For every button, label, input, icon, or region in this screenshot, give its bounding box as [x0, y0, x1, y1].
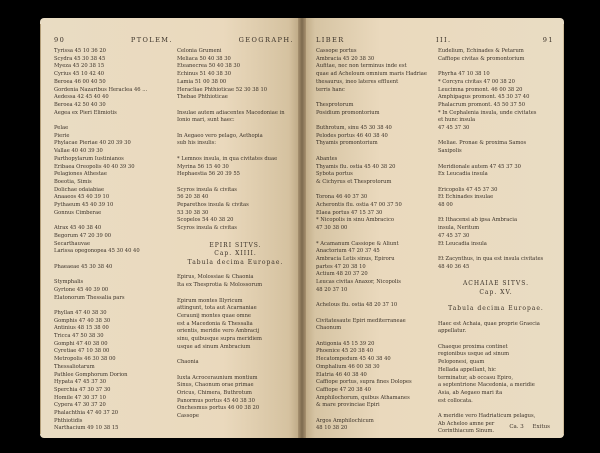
text-line: Phalacrum promont. 45 50 37 50: [438, 101, 526, 108]
left-page: [40, 18, 302, 438]
text-line: Secarthauvae: [54, 240, 91, 247]
text-line: Narthacium 49 10 38 15: [54, 425, 119, 432]
left-page-number: 90: [54, 36, 66, 44]
text-line: EPIRI SITVS.: [209, 241, 262, 249]
text-line: quae ad Acheloum omnium maris Hadriae: [316, 71, 427, 78]
text-line: Meliae. Pronae & proxima Samos: [438, 140, 527, 147]
text-line: ACHAIAE SITVS.: [462, 280, 530, 288]
text-line: Aufitae, nec non terminus inde est: [316, 63, 407, 70]
left-head-right: GEOGRAPH.: [238, 36, 294, 44]
text-line: Corinthiacum Sinum.: [438, 428, 495, 435]
text-line: Pelae: [54, 125, 69, 132]
text-line: Torona 46 40 37 30: [316, 194, 368, 201]
text-line: 48 00: [438, 202, 453, 209]
text-line: Onchesmus portus 46 00 38 20: [177, 405, 260, 412]
text-line: sub his insulis:: [177, 140, 217, 147]
text-line: [438, 133, 554, 141]
text-line: Tyrissa 45 10 36 20: [54, 48, 106, 54]
right-page-edge: [563, 24, 564, 434]
text-line: Cypera 47 30 37 20: [54, 402, 106, 409]
text-line: Hypata 47 45 37 30: [54, 379, 107, 386]
text-line: Larissa opegonopea 45 30 40 40: [54, 248, 140, 255]
text-line: Chaeque proxima continet: [438, 343, 508, 350]
right-columns: [316, 48, 554, 436]
text-line: thesaurus, ineo lateres effluent: [316, 78, 399, 85]
text-line: Acherontis flu. ostia 47 00 37 50: [316, 202, 402, 209]
text-line: Anaaeos 45 40 39 10: [54, 194, 110, 201]
text-line: [438, 156, 554, 164]
text-line: [316, 148, 432, 156]
text-line: [316, 295, 432, 303]
text-line: Saxipolis: [438, 148, 462, 155]
text-line: Iuxta Acroceraunium montium: [177, 374, 258, 381]
text-line: [54, 256, 171, 264]
text-line: Ita ex Thesprotia & Molossorum: [177, 282, 263, 289]
text-line: Gyrtone 45 40 39 00: [54, 286, 109, 293]
text-line: Scopelos 54 40 38 20: [177, 217, 234, 224]
text-line: Antigonia 45 15 39 20: [316, 340, 375, 347]
text-line: * Corcyra civitas 47 00 38 20: [438, 78, 515, 85]
text-line: 47 45 37 30: [438, 125, 470, 132]
text-line: [316, 410, 432, 418]
text-line: Tricca 47 50 38 30: [54, 333, 104, 340]
text-line: [438, 248, 554, 256]
text-line: Boeotia, Simis: [54, 178, 92, 185]
text-line: [177, 179, 294, 187]
text-line: Thessaliotarum: [54, 363, 95, 370]
text-line: Hellada appellant, hic: [438, 366, 496, 373]
text-line: Homile 47 30 37 10: [54, 394, 106, 401]
text-line: Thyamis flu. ostia 45 40 38 20: [316, 163, 396, 170]
text-line: Civitatesaute Epiri mediterraneae: [316, 317, 406, 324]
text-line: [316, 117, 432, 125]
text-line: Abantes: [316, 155, 338, 162]
text-line: sinu, quibusque supra meridiem: [177, 336, 262, 343]
left-head-left: PTOLEM.: [130, 36, 173, 44]
right-head-right: III.: [435, 36, 452, 44]
text-line: Elatria 46 40 38 40: [316, 371, 367, 378]
text-line: Posidium promontorium: [316, 109, 380, 116]
text-line: Et Echinades insulae: [438, 194, 494, 201]
text-line: 47 45 37 30: [438, 232, 470, 239]
text-line: terminatur, ab occasu Epiro,: [438, 374, 514, 381]
text-line: Ericopolis 47 45 37 30: [438, 186, 498, 193]
text-line: [54, 271, 171, 279]
left-column-1: [54, 48, 171, 433]
text-line: Ambracia Letis sinus, Epiroru: [316, 255, 395, 262]
text-line: Argos Amphilochicum: [316, 417, 374, 424]
text-line: Eteanecrea 50 40 38 30: [177, 63, 240, 70]
text-line: Cyretiae 47 10 38 00: [54, 348, 110, 355]
text-line: Phyrha 47 10 38 10: [438, 71, 490, 78]
text-line: & mare provinciae Epiri: [316, 402, 380, 409]
text-line: Cap. XIIII.: [214, 250, 257, 258]
text-line: Pathlee Gomphorum Dorion: [54, 371, 128, 378]
text-line: Haec est Achaia, quae proprie Graecia: [438, 320, 540, 327]
text-line: Phyllan 47 40 38 30: [54, 309, 107, 316]
text-line: [177, 267, 294, 275]
text-line: Actium 48 20 37 20: [316, 271, 368, 278]
text-line: Gonnus Cimberae: [54, 209, 102, 216]
text-line: a septentrione Macedonia, a meridie: [438, 382, 535, 389]
text-line: partes 47 20 38 10: [316, 263, 366, 270]
text-line: Chaonia: [177, 359, 199, 366]
text-line: * In Cephalenia insula, unde civitates: [438, 109, 537, 116]
left-running-head: [54, 36, 294, 44]
text-line: [438, 313, 554, 321]
text-line: Gordenia Nazaribus Heraclea 46 ...: [54, 86, 148, 93]
footer-catchword: Exitus: [532, 424, 550, 430]
text-line: est a Macedonia & Thessalia: [177, 320, 253, 327]
text-line: Peloponesi, quam: [438, 359, 485, 366]
text-line: [316, 233, 432, 241]
text-line: Thesprotorum: [316, 101, 354, 108]
text-line: & Cichyrus et Thesprotorum: [316, 178, 392, 185]
text-line: Stymphalis: [54, 279, 84, 286]
text-line: Anactorium 47 20 37 45: [316, 248, 380, 255]
text-line: [177, 102, 294, 110]
text-line: Leucimna promont. 46 00 38 20: [438, 86, 523, 93]
text-line: Cap. XV.: [479, 288, 513, 296]
text-line: Amphipagus promont. 45 30 37 40: [438, 94, 530, 101]
text-line: Aegea ex Pieri Elimiotis: [54, 109, 117, 116]
text-line: Sybota portus: [316, 171, 353, 178]
text-line: [54, 117, 171, 125]
text-line: Epirus, Molossiae & Chaonia: [177, 274, 254, 281]
text-line: Eribaea Oreopolis 40 40 39 30: [54, 163, 135, 170]
text-line: Beroea 46 00 40 50: [54, 78, 106, 85]
text-line: Elaea portus 47 15 37 30: [316, 209, 383, 216]
text-line: Scyros insula & civitas: [177, 225, 237, 232]
text-line: Dolichae odaiabiae: [54, 186, 105, 193]
text-line: * Lemnos insula, in qua civitates duae: [177, 155, 278, 162]
text-line: Thebae Phthioticae: [177, 94, 228, 101]
text-line: Chaonum: [316, 325, 342, 332]
text-line: Caffiope civitas & promontorium: [438, 55, 525, 62]
text-line: [438, 336, 554, 344]
text-line: Beroea 42 50 40 30: [54, 101, 106, 108]
text-line: Sinus, Chaonum orae primae: [177, 382, 254, 389]
left-column-2: [177, 48, 294, 433]
text-line: [177, 148, 294, 156]
text-line: Pelodes portus 46 40 38 40: [316, 132, 388, 139]
text-line: [438, 297, 554, 305]
text-line: Et Ithacensi ab ipsa Ambracia: [438, 217, 518, 224]
text-line: Sperchia 47 30 37 30: [54, 386, 111, 393]
text-line: Ionio mari, sunt haec:: [177, 117, 235, 124]
text-line: Pythaeum 45 40 39 10: [54, 202, 114, 209]
text-line: [54, 302, 171, 310]
text-line: Oricus, Chimera, Buthrotum: [177, 389, 252, 396]
right-head-left: LIBER: [316, 36, 345, 44]
text-line: [438, 271, 554, 279]
text-line: [177, 290, 294, 298]
text-line: [438, 405, 554, 413]
left-columns: [54, 48, 294, 433]
text-line: [177, 367, 294, 375]
text-line: Gomphis 47 40 38 30: [54, 317, 111, 324]
text-line: [177, 125, 294, 133]
text-line: Phoenice 45 20 38 40: [316, 348, 373, 355]
text-line: [177, 351, 294, 359]
text-line: Hephaestia 56 20 39 55: [177, 171, 240, 178]
text-line: Aedessa 42 45 40 40: [54, 94, 109, 101]
text-line: Celonia Grumeni: [177, 48, 222, 54]
text-line: Et Zacynthus, in qua est insula civitates: [438, 255, 544, 262]
text-line: Cassope: [177, 413, 199, 420]
right-column-2: [438, 48, 554, 436]
text-line: Amphilochorum, quibus Athamanes: [316, 394, 410, 401]
text-line: [177, 233, 294, 241]
text-line: Echinus 51 40 38 30: [177, 71, 232, 78]
text-line: Achelous flu. ostia 48 20 37 10: [316, 302, 398, 309]
text-line: Ex Leucadia insula: [438, 171, 488, 178]
text-line: Pierie: [54, 132, 70, 139]
text-line: Scyros insula & civitas: [177, 186, 237, 193]
text-line: [438, 63, 554, 71]
text-line: Peparethos insula & civitas: [177, 202, 249, 209]
text-line: Myeza 45 20 38 15: [54, 63, 105, 70]
text-line: Phalachthia 47 40 37 20: [54, 410, 119, 417]
text-line: Thyamis promontorium: [316, 140, 378, 147]
text-line: Tabula decima Europae.: [187, 258, 284, 266]
book-gutter: [298, 18, 306, 438]
text-line: regionibus usque ad sinum: [438, 351, 509, 358]
text-line: attingunt, tota aut Acarnaniae: [177, 305, 257, 312]
text-line: usque ad sinum Ambracium: [177, 343, 251, 350]
right-column-1: [316, 48, 432, 436]
text-line: Atrax 45 40 38 40: [54, 225, 102, 232]
text-line: Panormus portus 45 40 38 30: [177, 397, 255, 404]
text-line: 48 40 36 45: [438, 263, 470, 270]
text-line: Hecatompedum 45 40 38 40: [316, 356, 391, 363]
text-line: Phaeaeae 45 30 38 40: [54, 263, 113, 270]
text-line: est collocata.: [438, 397, 473, 404]
text-line: Cyrius 45 10 42 40: [54, 71, 105, 78]
text-line: 53 30 38 30: [177, 209, 209, 216]
text-line: Pelagiones Athestae: [54, 171, 107, 178]
text-line: [54, 217, 171, 225]
open-book: [40, 18, 564, 438]
text-line: terris hanc: [316, 86, 345, 93]
text-line: Vallae 40 40 39 30: [54, 148, 103, 155]
text-line: insula, Neritum: [438, 225, 480, 232]
text-line: Scydra 45 30 38 45: [54, 55, 106, 62]
text-line: [438, 210, 554, 218]
text-line: Tabula decima Europae.: [448, 305, 544, 313]
text-line: Meridionale autem 47 45 37 30: [438, 163, 521, 170]
text-line: Antinius 48 15 38 00: [54, 325, 109, 332]
text-line: 48 20 37 10: [316, 286, 348, 293]
footer-signature: Ca. 3: [509, 424, 524, 430]
text-line: orientis, meridie vero Ambracij: [177, 328, 260, 335]
text-line: appellatur.: [438, 328, 467, 335]
right-page: [302, 18, 564, 438]
text-line: [438, 179, 554, 187]
text-line: Phthiotidis: [54, 417, 83, 424]
right-footer: [509, 424, 550, 430]
text-line: Caffiope 47 20 38 40: [316, 386, 371, 393]
text-line: Et Leucadia insula: [438, 240, 487, 247]
text-line: Elatonorum Thessalia pars: [54, 294, 125, 301]
text-line: Metropolis 46 30 38 00: [54, 356, 116, 363]
text-line: Lamia 51 00 38 00: [177, 78, 227, 85]
text-line: 48 10 38 20: [316, 425, 348, 432]
text-line: Leucas civitas Anaxor, Nicopolis: [316, 279, 401, 286]
text-line: In Aegaeo vero pelago, Aethopia: [177, 132, 263, 139]
text-line: A meridie vero Hadriaticum pelagus,: [438, 413, 536, 420]
text-line: Omphalium 46 00 38 30: [316, 363, 380, 370]
left-page-edge: [40, 24, 41, 434]
text-line: Meliaca 50 40 38 30: [177, 55, 231, 62]
text-line: Ambracia 45 20 38 30: [316, 55, 375, 62]
text-line: Phylacae Pieriae 40 20 39 30: [54, 140, 131, 147]
text-line: 47 30 38 00: [316, 225, 348, 232]
text-line: * Nicopolis in sinu Ambracico: [316, 217, 394, 224]
text-line: 56 20 38 40: [177, 194, 209, 201]
text-line: Insulae autem adiacentes Macedoniae in: [177, 109, 285, 116]
text-line: Epirum montes Illyricum: [177, 297, 243, 304]
text-line: * Acamanum Cassiope & Aliunt: [316, 240, 399, 247]
text-line: [316, 187, 432, 195]
right-page-number: 91: [542, 36, 554, 44]
text-line: [316, 94, 432, 102]
text-line: Ab Acheloo amne per: [438, 420, 495, 427]
text-line: [316, 333, 432, 341]
right-running-head: [316, 36, 554, 44]
text-line: Eudelium, Echinades & Petarum: [438, 48, 524, 54]
text-line: Buthrotum, sinu 45 30 38 40: [316, 125, 392, 132]
text-line: Begorum 47 20 39 00: [54, 232, 112, 239]
text-line: Parthopylarum Iustinianos: [54, 155, 124, 162]
text-line: Heracliae Phthioticae 52 30 38 10: [177, 86, 268, 93]
text-line: Cassope portus: [316, 48, 357, 54]
text-line: Myrina 56 15 40 30: [177, 163, 229, 170]
text-line: Caffiope portus, supra fines Dolopes: [316, 379, 412, 386]
text-line: Gomphi 47 40 38 00: [54, 340, 108, 347]
text-line: Ceraunij montes quae omne: [177, 312, 251, 319]
text-line: Asia, ab Aegaeo mari ita: [438, 389, 503, 396]
text-line: [316, 310, 432, 318]
text-line: et hunc insula: [438, 117, 476, 124]
